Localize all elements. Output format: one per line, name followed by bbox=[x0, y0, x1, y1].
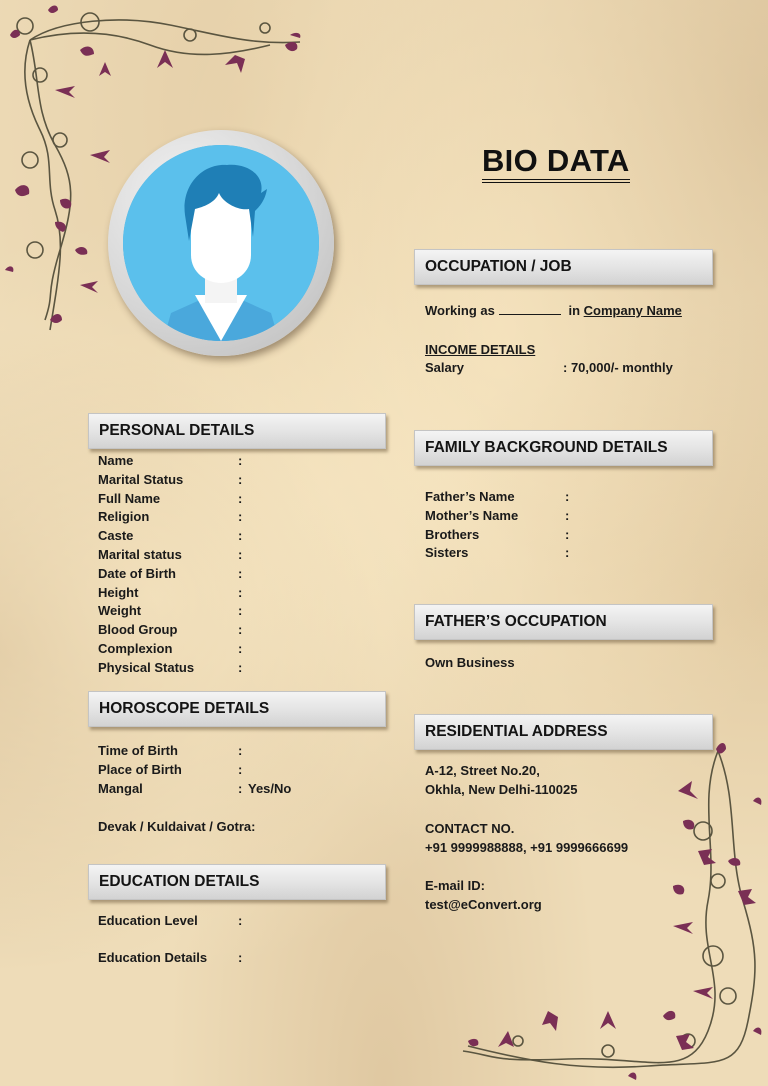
avatar-placeholder-icon bbox=[123, 145, 319, 341]
company-name: Company Name bbox=[583, 303, 682, 318]
field-separator: : bbox=[238, 509, 243, 525]
section-header-horoscope: HOROSCOPE DETAILS bbox=[88, 691, 386, 727]
personal-row-marital-status bbox=[98, 471, 248, 490]
contact-label: CONTACT NO. bbox=[425, 821, 515, 836]
address-line-2: Okhla, New Delhi-110025 bbox=[425, 782, 578, 797]
field-label: Complexion bbox=[98, 640, 173, 656]
field-label: Brothers bbox=[425, 526, 480, 542]
field-label: Physical Status bbox=[98, 659, 195, 675]
field-label: Father’s Name bbox=[425, 489, 515, 504]
personal-row-name bbox=[98, 452, 248, 471]
field-separator: : bbox=[238, 528, 243, 544]
field-separator: : bbox=[238, 584, 243, 600]
field-label: Mangal bbox=[98, 780, 143, 796]
field-label: Marital status bbox=[98, 546, 182, 562]
field-separator: : bbox=[238, 743, 243, 758]
field-separator: : bbox=[238, 640, 243, 656]
family-row-mother-name bbox=[425, 507, 575, 526]
email-label: E-mail ID: bbox=[425, 878, 485, 893]
income-details-heading: INCOME DETAILS bbox=[425, 342, 536, 357]
section-header-personal: PERSONAL DETAILS bbox=[88, 413, 386, 449]
section-header-family: FAMILY BACKGROUND DETAILS bbox=[414, 430, 713, 466]
contact-numbers: +91 9999988888, +91 9999666699 bbox=[425, 840, 629, 855]
gotra-label: Devak / Kuldaivat / Gotra: bbox=[98, 819, 256, 834]
personal-row-physical-status bbox=[98, 659, 248, 678]
field-separator: : bbox=[238, 546, 243, 562]
field-separator: : bbox=[565, 507, 570, 523]
horoscope-details-list bbox=[98, 742, 291, 798]
field-label: Blood Group bbox=[98, 622, 178, 638]
field-separator: : bbox=[565, 489, 570, 504]
horoscope-row-place-of-birth bbox=[98, 761, 291, 780]
personal-row-weight bbox=[98, 602, 248, 621]
working-in-label: in bbox=[568, 303, 581, 318]
field-separator: : bbox=[238, 950, 243, 966]
personal-row-complexion bbox=[98, 640, 248, 659]
section-header-education: EDUCATION DETAILS bbox=[88, 864, 386, 900]
field-label: Weight bbox=[98, 603, 142, 619]
personal-row-caste bbox=[98, 527, 248, 546]
education-details-list bbox=[98, 912, 248, 968]
section-header-father-occupation: FATHER’S OCCUPATION bbox=[414, 604, 713, 640]
personal-details-list bbox=[98, 452, 248, 678]
salary-value: : 70,000/- monthly bbox=[563, 360, 673, 375]
field-label: Mother’s Name bbox=[425, 507, 519, 523]
family-row-father-name bbox=[425, 488, 575, 507]
field-label: Place of Birth bbox=[98, 761, 182, 777]
field-separator: : bbox=[238, 453, 243, 468]
education-row-level bbox=[98, 912, 248, 931]
personal-row-dob bbox=[98, 565, 248, 584]
family-row-sisters bbox=[425, 544, 575, 563]
field-label: Education Level bbox=[98, 913, 198, 928]
field-separator: : bbox=[238, 471, 243, 487]
field-label: Education Details bbox=[98, 950, 208, 966]
document-title: BIO DATA bbox=[482, 144, 630, 183]
field-separator: : bbox=[238, 659, 243, 675]
salary-label: Salary bbox=[425, 360, 465, 375]
field-separator: : bbox=[238, 780, 243, 796]
field-label: Religion bbox=[98, 509, 150, 525]
field-label: Caste bbox=[98, 528, 134, 544]
profile-photo-frame[interactable] bbox=[108, 130, 334, 356]
field-separator: : bbox=[238, 603, 243, 619]
field-label: Date of Birth bbox=[98, 565, 176, 581]
working-as-label: Working as bbox=[425, 303, 495, 318]
address-line-1: A-12, Street No.20, bbox=[425, 763, 540, 778]
personal-row-full-name bbox=[98, 490, 248, 509]
education-row-details bbox=[98, 949, 248, 968]
horoscope-row-mangal bbox=[98, 780, 291, 799]
field-label: Height bbox=[98, 584, 139, 600]
field-separator: : bbox=[565, 545, 570, 561]
father-occupation-value: Own Business bbox=[425, 655, 515, 670]
family-row-brothers bbox=[425, 526, 575, 545]
field-value[interactable]: Yes/No bbox=[248, 780, 292, 796]
field-separator: : bbox=[238, 622, 243, 638]
profile-photo bbox=[123, 145, 319, 341]
field-label: Marital Status bbox=[98, 471, 184, 487]
working-as-line bbox=[425, 302, 682, 321]
family-details-list bbox=[425, 488, 575, 563]
field-label: Full Name bbox=[98, 490, 161, 506]
section-header-occupation: OCCUPATION / JOB bbox=[414, 249, 713, 285]
field-separator: : bbox=[565, 526, 570, 542]
email-value[interactable]: test@eConvert.org bbox=[425, 897, 542, 912]
field-label: Time of Birth bbox=[98, 743, 178, 758]
personal-row-religion bbox=[98, 508, 248, 527]
field-separator: : bbox=[238, 565, 243, 581]
section-header-address: RESIDENTIAL ADDRESS bbox=[414, 714, 713, 750]
personal-row-blood-group bbox=[98, 621, 248, 640]
personal-row-marital-status-2 bbox=[98, 546, 248, 565]
salary-row bbox=[425, 359, 673, 378]
job-title-blank[interactable] bbox=[499, 303, 561, 315]
field-label: Name bbox=[98, 453, 134, 468]
personal-row-height bbox=[98, 584, 248, 603]
field-separator: : bbox=[238, 490, 243, 506]
horoscope-row-time-of-birth bbox=[98, 742, 291, 761]
field-label: Sisters bbox=[425, 545, 469, 561]
field-separator: : bbox=[238, 913, 243, 928]
field-separator: : bbox=[238, 761, 243, 777]
